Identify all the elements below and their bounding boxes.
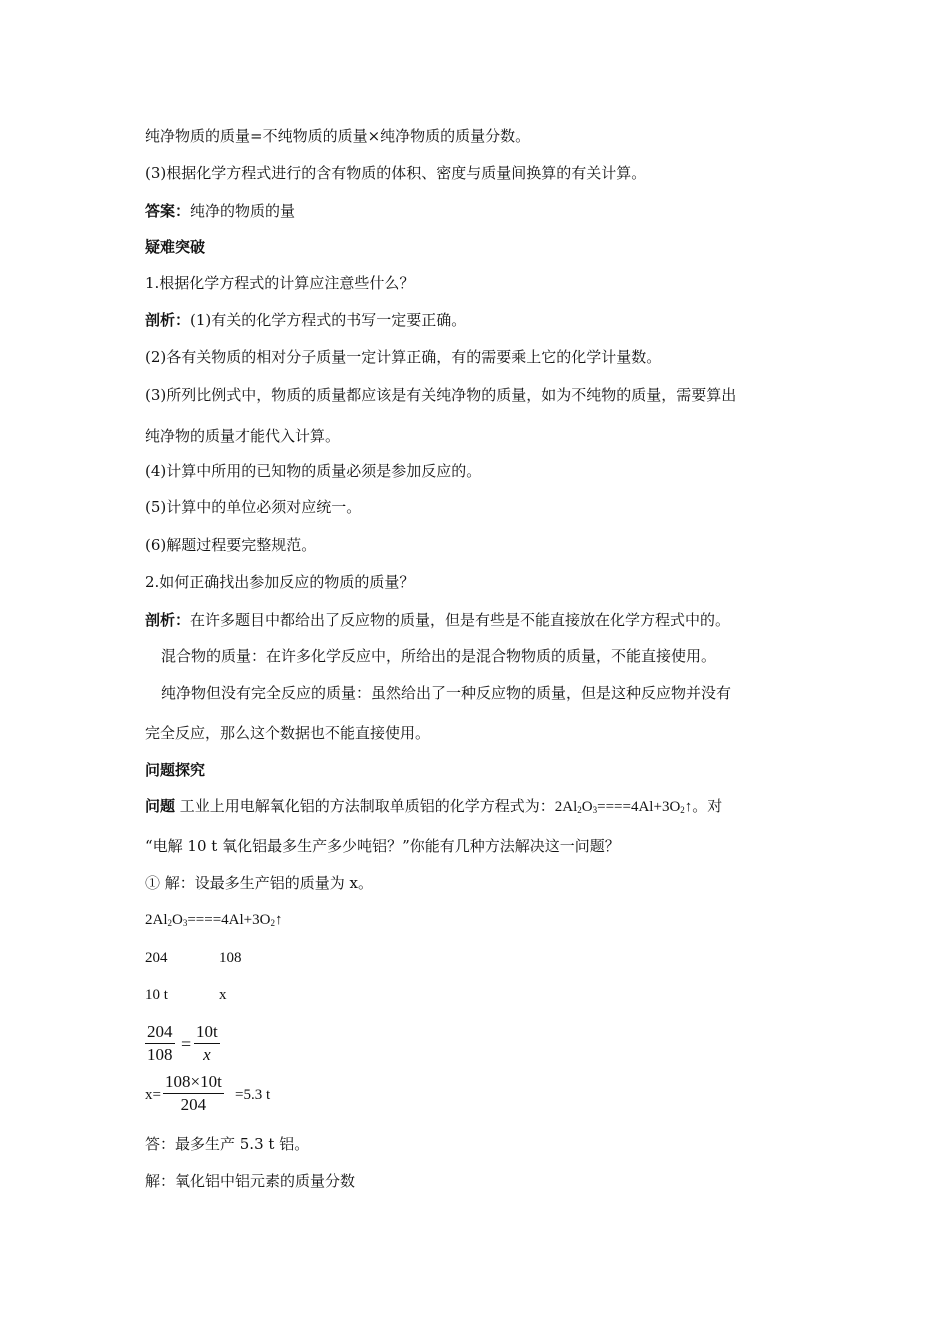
mass-row: 10 t bbox=[145, 987, 168, 1003]
analysis-label: 剖析： bbox=[145, 311, 191, 329]
solution-line: 解：氧化铝中铝元素的质量分数 bbox=[145, 1172, 356, 1190]
fraction: $\frac{204}{108}$ bbox=[147, 1022, 173, 1064]
text-line: 纯净物的质量才能代入计算。 bbox=[145, 427, 341, 445]
chemical-equation: $2Al_2O_3====4Al+3O_2↑$ bbox=[554, 799, 693, 815]
molar-mass-row: 204 bbox=[145, 950, 168, 966]
text-line: (2)各有关物质的相对分子质量一定计算正确，有的需要乘上它的化学计量数。 bbox=[145, 348, 662, 366]
fraction: $\frac{108\times 10t}{204}$ bbox=[165, 1072, 222, 1114]
text-line: “电解 10 t 氧化铝最多生产多少吨铝？”你能有几种方法解决这一问题？ bbox=[145, 837, 620, 855]
answer-label: 答案： bbox=[145, 202, 191, 220]
analysis-text: 在许多题目中都给出了反应物的质量，但是有些是不能直接放在化学方程式中的。 bbox=[190, 611, 731, 629]
problem-text: 工业上用电解氧化铝的方法制取单质铝的化学方程式为： bbox=[175, 797, 555, 815]
section-heading: 疑难突破 bbox=[145, 238, 206, 256]
question-line: 2.如何正确找出参加反应的物质的质量？ bbox=[145, 573, 415, 591]
analysis-text: (1)有关的化学方程式的书写一定要正确。 bbox=[190, 311, 467, 329]
answer-line: 答：最多生产 5.3 t 铝。 bbox=[145, 1135, 310, 1153]
molar-mass-row: 108 bbox=[219, 950, 242, 966]
text-line: (5)计算中的单位必须对应统一。 bbox=[145, 498, 362, 516]
mass-row: x bbox=[219, 987, 227, 1003]
section-heading: 问题探究 bbox=[145, 761, 206, 779]
problem-text: 。对 bbox=[692, 797, 723, 815]
text-line: 纯净物质的质量=不纯物质的质量×纯净物质的质量分数。 bbox=[145, 127, 531, 145]
solution-line: ① 解：设最多生产铝的质量为 x。 bbox=[145, 874, 373, 892]
problem-label: 问题 bbox=[145, 797, 176, 815]
text-line: (6)解题过程要完整规范。 bbox=[145, 536, 317, 554]
equals-sign: = bbox=[181, 1034, 192, 1054]
answer-line bbox=[145, 201, 295, 221]
text-line: (3)所列比例式中，物质的质量都应该是有关纯净物的质量，如为不纯物的质量，需要算出 bbox=[145, 386, 737, 404]
fraction: $\frac{10t}{x}$ bbox=[196, 1022, 218, 1064]
equation-prefix: x= bbox=[145, 1087, 161, 1103]
analysis-line bbox=[145, 610, 730, 630]
equation-result: =5.3 t bbox=[235, 1087, 271, 1103]
text-line: (4)计算中所用的已知物的质量必须是参加反应的。 bbox=[145, 462, 482, 480]
text-line: 混合物的质量：在许多化学反应中，所给出的是混合物物质的质量，不能直接使用。 bbox=[161, 647, 717, 665]
analysis-line bbox=[145, 310, 466, 330]
problem-line bbox=[145, 796, 722, 817]
question-line: 1.根据化学方程式的计算应注意些什么？ bbox=[145, 274, 415, 292]
text-line: 完全反应，那么这个数据也不能直接使用。 bbox=[145, 724, 431, 742]
text-line: (3)根据化学方程式进行的含有物质的体积、密度与质量间换算的有关计算。 bbox=[145, 164, 647, 182]
analysis-label: 剖析： bbox=[145, 611, 191, 629]
chemical-equation: $2Al_2O_3====4Al+3O_2↑$ bbox=[145, 912, 283, 928]
answer-text: 纯净的物质的量 bbox=[190, 202, 296, 220]
text-line: 纯净物但没有完全反应的质量：虽然给出了一种反应物的质量，但是这种反应物并没有 bbox=[161, 684, 732, 702]
